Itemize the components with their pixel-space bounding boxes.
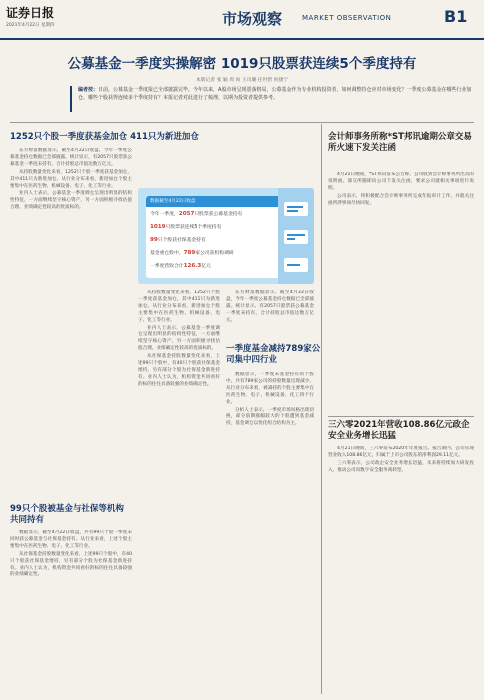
- article-5-title: 三六零2021年营收108.86亿元政企安全业务增长迅猛: [328, 420, 470, 441]
- section-title-en: MARKET OBSERVATION: [302, 14, 392, 22]
- editor-note: [70, 86, 474, 112]
- infographic-header: 数据截至4月22日收盘: [146, 196, 282, 207]
- infographic: [138, 188, 314, 284]
- article-1-body: [10, 148, 132, 488]
- infographic-line: 1019只股票获连续5个季度持有: [150, 224, 222, 230]
- column-text: 东方财富数据显示，截至4月22日收盘，今年一季度公募基金持仓数据已全部披露。统计显示，有2057只股票获公募基金一季度末持有，合计持股总市值达数万亿元。: [226, 290, 314, 323]
- column-divider: [321, 124, 322, 694]
- article-4-paragraph: 公司表示，将积极配合会计师事务所完成年报审计工作，并就关注函所涉事项尽快回复。: [328, 193, 474, 206]
- document-icon: [284, 202, 308, 216]
- article-3-paragraph: 数据显示，一季度末基金持有的个股中，共有789家公司的持股数量出现减少。从行业分布来看，被减持的个股主要集中在医药生物、电子、机械设备、化工四个行业。: [226, 372, 314, 405]
- article-4-body: [328, 172, 474, 412]
- infographic-decoration: [278, 188, 314, 284]
- editor-note-label: 编者按：: [78, 87, 99, 93]
- divider: [10, 122, 474, 123]
- page-number: B1: [444, 7, 468, 26]
- chart-icon: [284, 230, 308, 244]
- article-1-paragraph: 东方财富数据显示，截至4月22日收盘，今年一季度公募基金持仓数据已全部披露。统计显示，有2057只股票获公募基金一季度末持有，合计持股总市值达数万亿元。: [10, 148, 132, 167]
- column-text: 从持股数量变化来看，1252只个股一季度获基金加仓，其中411只为新进加仓。从行业分布来看，新进加仓个股主要集中在医药生物、机械设备、电子、化工等行业。 业内人士表示，公募基金一季度调仓呈现出明显的结构性特征，一方面继续坚守核心资产，另一方面积极寻找估值合理、业绩确定性较高的优质标的。 从社保基金持股数量变化来看，上述99只个股中，有40只个股获社保基金增持，另有部分个股为社保基金新进持有。业内人士认为，机构资金共同看好的标的往往具备较强的业绩确定性。: [138, 290, 220, 387]
- article-1-paragraph: 业内人士表示，公募基金一季度调仓呈现出明显的结构性特征，一方面继续坚守核心资产，另一方面积极寻找估值合理、业绩确定性较高的优质标的。: [10, 191, 132, 211]
- article-2-body: [10, 530, 132, 690]
- section-title: 市场观察: [222, 10, 283, 28]
- article-4-paragraph: 4月21日晚间，*ST邦讯发布公告称，公司收到会计师事务所出具的说明函。深交所随即向公司下发关注函，要求公司就相关事项进行说明。: [328, 172, 474, 191]
- main-headline: 公募基金一季度实操解密 1019只股票获连续5个季度持有: [67, 56, 417, 72]
- article-3-title: 一季度基金减持789家公司集中四行业: [226, 344, 321, 365]
- issue-date: 2021年4月22日 星期四: [6, 23, 55, 28]
- infographic-line: 基金重仓股中，789家公司获机构调研: [150, 250, 234, 256]
- masthead: [0, 0, 484, 40]
- infographic-line: 99只个股获社保基金持有: [150, 237, 206, 243]
- article-5-paragraph: 4月21日晚间，三六零发布2020年年度报告。报告期内，公司实现营业收入108.86亿元，归属于上市公司股东的净利润29.11亿元。: [328, 446, 474, 458]
- infographic-line: 今年一季度，2057只股票获公募基金持有: [150, 211, 243, 217]
- article-5-body: [328, 446, 474, 690]
- editor-note-text: 日前，公募基金一季度报已全部披露完毕。今年以来，A股市场呈现震荡格局，公募基金作为专业机构投资者，如何调整持仓应对市场变化？一季度公募基金在哪些行业加仓、哪些个股获得连续多个季度持有？本报记者对此进行了梳理，以期为投资者提供参考。: [78, 87, 472, 101]
- article-2-paragraph: 从社保基金持股数量变化来看，上述99只个股中，有40只个股获社保基金增持，另有部分个股为社保基金新进持有。业内人士认为，机构资金共同看好的标的往往具备较强的业绩确定性。: [10, 551, 132, 578]
- infographic-line: 一季度营收合计126.3亿元: [150, 263, 211, 269]
- newspaper-logo: 证券日报: [6, 6, 55, 20]
- article-3-body: [226, 372, 314, 690]
- article-3-paragraph: 分析人士表示，一季度市场风格出现切换，部分前期涨幅较大的个股遭到基金减持，基金调仓以优化组合结构为主。: [226, 407, 314, 427]
- article-2-paragraph: 数据显示，截至4月22日收盘，共有99只个股一季度末同时获公募基金与社保基金持有。从行业来看，上述个股主要集中在医药生物、电子、化工等行业。: [10, 530, 132, 549]
- coin-icon: [284, 258, 308, 272]
- byline: 本版记者 张 颖 周 尚 王司璐 任世碧 侯捷宁: [195, 78, 289, 83]
- article-5-paragraph: 三六零表示，公司政企安全业务增长迅猛，未来将持续加大研发投入，推动公司向数字安全服务商转型。: [328, 460, 474, 473]
- article-1-title: 1252只个股一季度获基金加仓 411只为新进加仓: [10, 132, 199, 142]
- infographic-panel: [146, 196, 282, 278]
- article-1-paragraph: 从持股数量变化来看，1252只个股一季度获基金加仓，其中411只为新进加仓。从行业分布来看，新进加仓个股主要集中在医药生物、机械设备、电子、化工等行业。: [10, 169, 132, 189]
- divider: [328, 416, 474, 417]
- article-4-title: 会计师事务所称*ST邦讯逾期公章交易所火速下发关注函: [328, 132, 472, 153]
- article-2-title: 99只个股被基金与社保等机构共同持有: [10, 504, 124, 525]
